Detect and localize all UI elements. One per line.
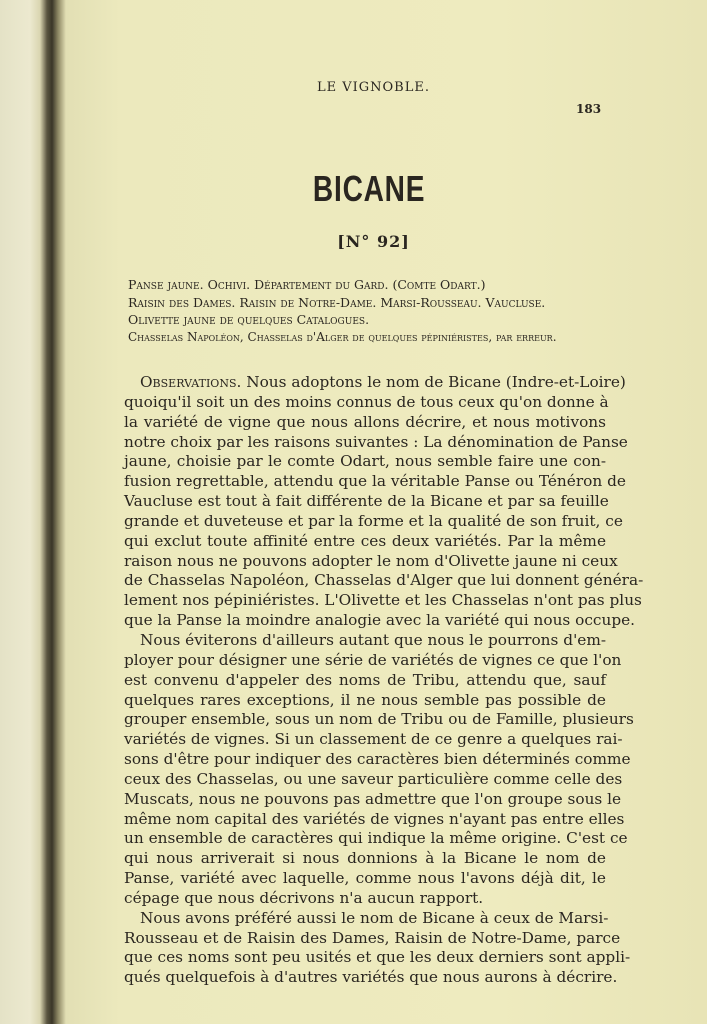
text-line: qui nous arriverait si nous donnions à la Bicane le nom de <box>124 849 606 868</box>
text-line: même nom capital des variétés de vignes n'ayant pas entre elles <box>124 809 625 828</box>
text-line: Vaucluse est tout à fait différente de la Bicane et par sa feuille <box>124 492 609 511</box>
text-line: que ces noms sont peu usités et que les deux derniers sont appli- <box>124 948 631 967</box>
text-line: Muscats, nous ne pouvons pas admettre que l'on groupe sous le <box>124 789 622 808</box>
text-line: est convenu d'appeler des noms de Tribu, attendu que, sauf <box>124 670 606 689</box>
paragraph <box>124 908 631 988</box>
text-line: ceux des Chasselas, ou une saveur particulière comme celle des <box>124 769 623 788</box>
text-line: qui exclut toute affinité entre ces deux variétés. Par la même <box>124 531 606 550</box>
running-head: LE VIGNOBLE. <box>316 80 430 95</box>
text-line: quoiqu'il soit un des moins connus de tous ceux qu'on donne à <box>124 392 609 411</box>
page-title: BICANE <box>312 168 426 209</box>
text-line: sons d'être pour indiquer des caractères bien déterminés comme <box>124 750 631 769</box>
text-line: Panse, variété avec laquelle, comme nous l'avons déjà dit, le <box>124 869 606 888</box>
text-line: variétés de vignes. Si un classement de ce genre a quelques rai- <box>124 730 623 749</box>
paragraph <box>124 373 644 631</box>
variety-number: [N° 92] <box>337 232 410 251</box>
page-number: 183 <box>576 102 602 116</box>
text-line: un ensemble de caractères qui indique la même origine. C'est ce <box>124 829 628 848</box>
text-line: Rousseau et de Raisin des Dames, Raisin de Notre-Dame, parce <box>124 928 621 947</box>
synonym-line: Olivette jaune de quelques Catalogues. <box>128 312 370 327</box>
paragraph <box>124 630 634 909</box>
body-text <box>124 373 644 988</box>
text-line: fusion regrettable, attendu que la véritable Panse ou Ténéron de <box>124 472 626 491</box>
text-line: grouper ensemble, sous un nom de Tribu ou de Famille, plusieurs <box>124 710 634 729</box>
text-line: Nous avons préféré aussi le nom de Bicane à ceux de Marsi- <box>140 908 609 927</box>
text-line: cépage que nous décrivons n'a aucun rapport. <box>124 888 484 907</box>
text-line: quelques rares exceptions, il ne nous semble pas possible de <box>124 690 606 709</box>
synonym-line: Panse jaune. Ochivi. Département du Gard. (Comte Odart.) <box>128 277 486 292</box>
text-line: raison nous ne pouvons adopter le nom d'Olivette jaune ni ceux <box>124 551 618 570</box>
text-line: lement nos pépiniéristes. L'Olivette et les Chasselas n'ont pas plus <box>124 591 642 610</box>
text-line: de Chasselas Napoléon, Chasselas d'Alger que lui donnent généra- <box>124 571 644 590</box>
text-line: Observations. Nous adoptons le nom de Bicane (Indre-et-Loire) <box>140 373 626 391</box>
text-line: grande et duveteuse et par la forme et la qualité de son fruit, ce <box>124 511 623 530</box>
synonyms-list <box>128 276 608 346</box>
text-line: notre choix par les raisons suivantes : La dénomination de Panse <box>124 432 628 451</box>
text-line: la variété de vigne que nous allons décrire, et nous motivons <box>124 412 606 431</box>
synonym-line: Chasselas Napoléon, Chasselas d'Alger de quelques pépiniéristes, par erreur. <box>128 329 557 344</box>
text-line: qués quelquefois à d'autres variétés que nous aurons à décrire. <box>124 968 618 987</box>
synonym-line: Raisin des Dames. Raisin de Notre-Dame. Marsi-Rousseau. Vaucluse. <box>128 294 546 310</box>
text-line: jaune, choisie par le comte Odart, nous semble faire une con- <box>124 452 606 471</box>
text-line: que la Panse la moindre analogie avec la variété qui nous occupe. <box>124 611 636 630</box>
text-line: ployer pour désigner une série de variétés de vignes ce que l'on <box>124 650 622 669</box>
text-line: Nous éviterons d'ailleurs autant que nous le pourrons d'em- <box>140 630 606 649</box>
